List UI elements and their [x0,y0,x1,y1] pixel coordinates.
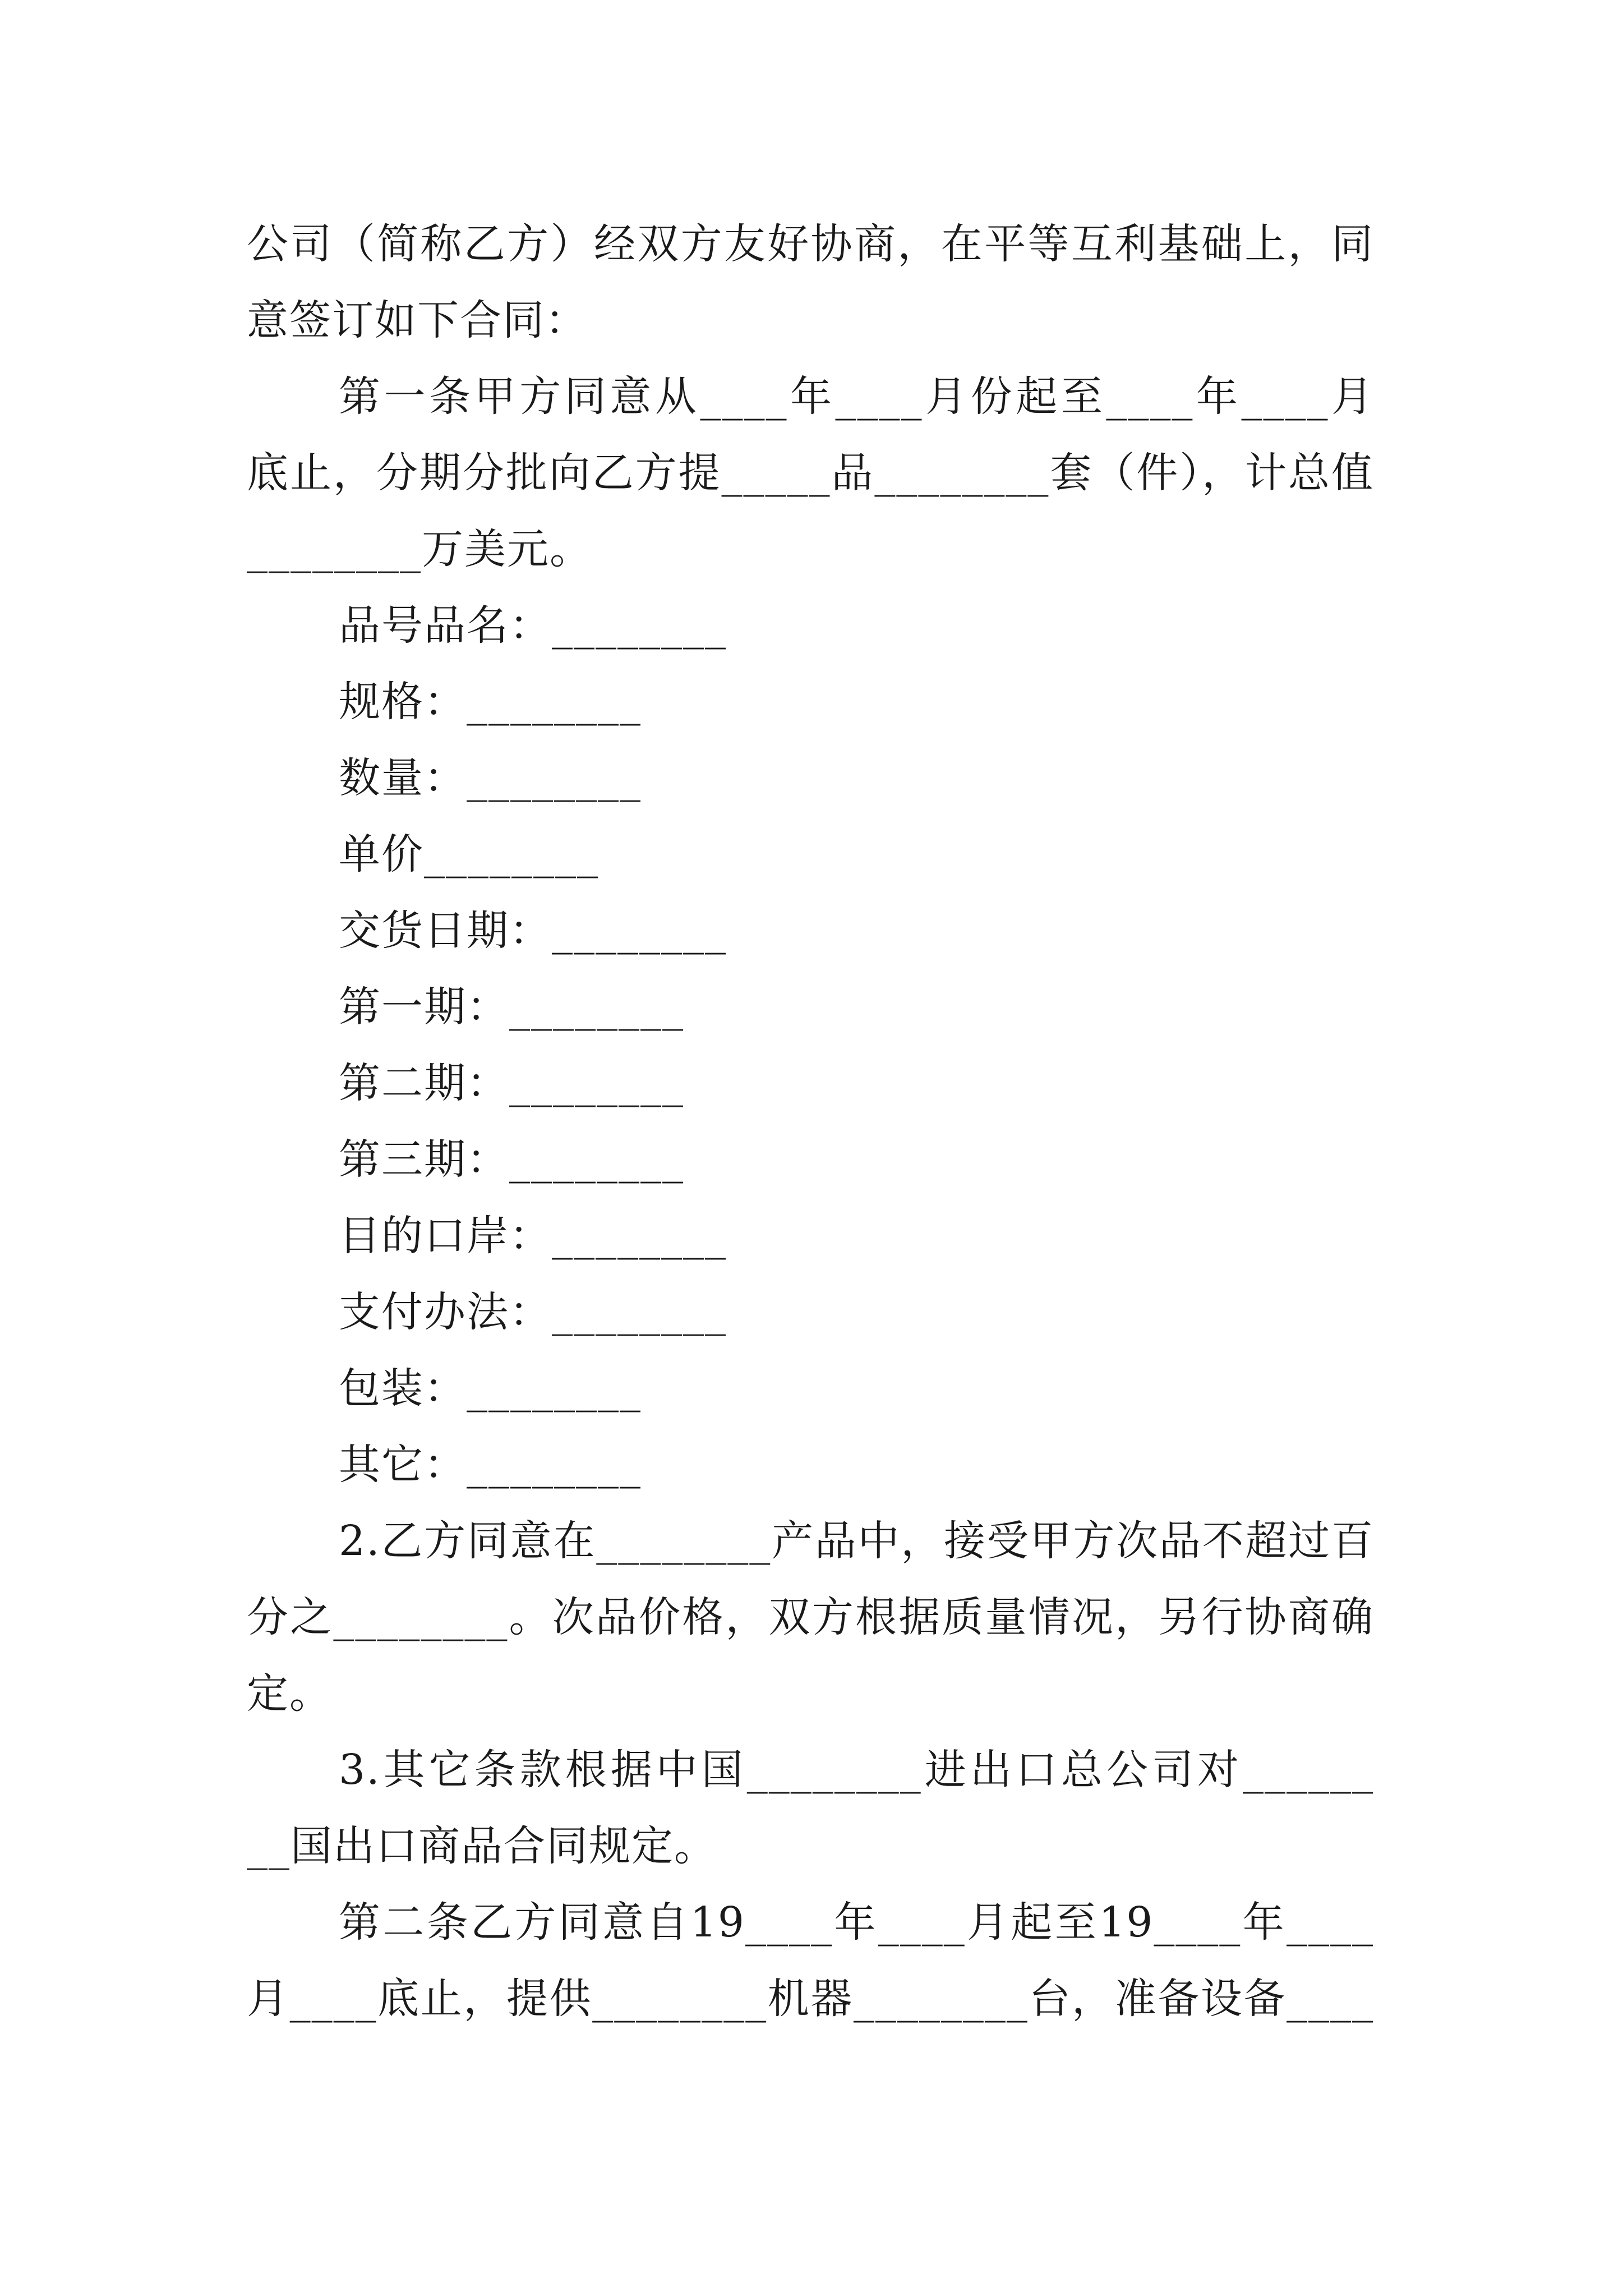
field-phase-1: 第一期：________ [339,983,684,1031]
text-line: ________万美元。 [247,525,592,573]
field-payment-method: 支付办法：________ [339,1288,727,1336]
text-line: 定。 [247,1669,332,1718]
field-quantity: 数量：________ [339,754,642,802]
article-1-line: 第一条甲方同意从____年____月份起至____年____月 [339,372,1374,421]
field-specification: 规格：________ [339,678,642,726]
field-unit-price: 单价________ [339,830,599,878]
text-line: 公司（简称乙方）经双方友好协商，在平等互利基础上，同 [247,220,1374,268]
field-delivery-date: 交货日期：________ [339,907,727,955]
field-destination-port: 目的口岸：________ [339,1212,727,1260]
text-line: 意签订如下合同： [247,296,588,344]
field-phase-3: 第三期：________ [339,1135,684,1184]
clause-2-line: 2.乙方同意在________产品中，接受甲方次品不超过百 [339,1517,1374,1565]
text-line: 分之________。次品价格，双方根据质量情况，另行协商确 [247,1593,1374,1641]
field-other: 其它：________ [339,1441,642,1489]
field-product-name: 品号品名：________ [339,601,727,650]
article-2-line: 第二条乙方同意自19____年____月起至19____年____ [339,1898,1374,1947]
clause-3-line: 3.其它条款根据中国________进出口总公司对______ [339,1746,1374,1794]
text-line: 底止，分期分批向乙方提_____品________套（件），计总值 [247,449,1374,497]
field-phase-2: 第二期：________ [339,1059,684,1107]
field-packaging: 包装：________ [339,1364,642,1412]
text-line: __国出口商品合同规定。 [247,1822,717,1870]
text-line: 月____底止，提供________机器________台，准备设备____ [247,1975,1374,2023]
